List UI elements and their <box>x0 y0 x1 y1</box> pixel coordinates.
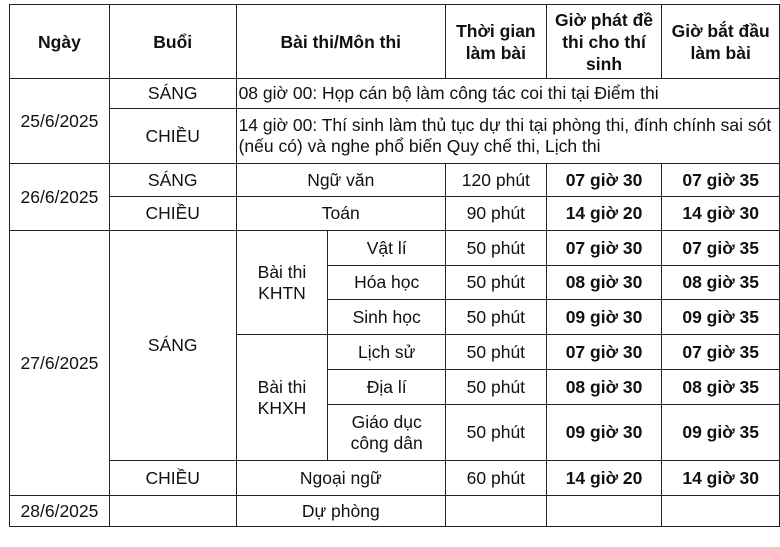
duration-cell: 120 phút <box>446 164 547 197</box>
header-start-time: Giờ bắt đầu làm bài <box>662 5 780 79</box>
dispatch-time-cell: 14 giờ 20 <box>546 197 662 231</box>
duration-cell: 50 phút <box>446 266 547 300</box>
header-date: Ngày <box>10 5 110 79</box>
table-row <box>10 496 780 527</box>
duration-cell: 50 phút <box>446 300 547 335</box>
duration-cell: 50 phút <box>446 405 547 461</box>
subject-cell: Ngữ văn <box>236 164 445 197</box>
subject-cell: Địa lí <box>328 370 446 405</box>
session-cell: SÁNG <box>109 79 236 109</box>
exam-schedule-table <box>9 4 780 527</box>
header-subject: Bài thi/Môn thi <box>236 5 445 79</box>
dispatch-time-cell: 08 giờ 30 <box>546 370 662 405</box>
session-cell <box>109 496 236 527</box>
date-cell: 25/6/2025 <box>10 79 110 164</box>
session-cell: CHIỀU <box>109 109 236 164</box>
dispatch-time-cell: 14 giờ 20 <box>546 461 662 496</box>
start-time-cell: 09 giờ 35 <box>662 300 780 335</box>
table-row <box>10 197 780 231</box>
header-duration: Thời gian làm bài <box>446 5 547 79</box>
subject-cell: Toán <box>236 197 445 231</box>
duration-cell <box>446 496 547 527</box>
table-row <box>10 79 780 109</box>
subject-cell: Ngoại ngữ <box>236 461 445 496</box>
table-row <box>10 461 780 496</box>
group-cell-khxh: Bài thi KHXH <box>236 335 328 461</box>
dispatch-time-cell: 09 giờ 30 <box>546 300 662 335</box>
session-cell: SÁNG <box>109 231 236 461</box>
start-time-cell <box>662 496 780 527</box>
subject-cell: Lịch sử <box>328 335 446 370</box>
session-cell: CHIỀU <box>109 461 236 496</box>
date-cell: 27/6/2025 <box>10 231 110 496</box>
duration-cell: 60 phút <box>446 461 547 496</box>
start-time-cell: 07 giờ 35 <box>662 335 780 370</box>
start-time-cell: 07 giờ 35 <box>662 231 780 266</box>
start-time-cell: 08 giờ 35 <box>662 370 780 405</box>
note-cell: 08 giờ 00: Họp cán bộ làm công tác coi thi tại Điểm thi <box>236 79 779 109</box>
date-cell: 28/6/2025 <box>10 496 110 527</box>
dispatch-time-cell: 07 giờ 30 <box>546 164 662 197</box>
dispatch-time-cell: 08 giờ 30 <box>546 266 662 300</box>
header-dispatch-time: Giờ phát đề thi cho thí sinh <box>546 5 662 79</box>
table-row <box>10 109 780 164</box>
duration-cell: 50 phút <box>446 231 547 266</box>
group-cell-khtn: Bài thi KHTN <box>236 231 328 335</box>
duration-cell: 90 phút <box>446 197 547 231</box>
note-cell: 14 giờ 00: Thí sinh làm thủ tục dự thi tại phòng thi, đính chính sai sót (nếu có) và nghe phổ biến Quy chế thi, Lịch thi <box>236 109 779 164</box>
subject-cell: Sinh học <box>328 300 446 335</box>
subject-cell: Vật lí <box>328 231 446 266</box>
header-session: Buổi <box>109 5 236 79</box>
dispatch-time-cell: 07 giờ 30 <box>546 231 662 266</box>
table-row <box>10 164 780 197</box>
start-time-cell: 07 giờ 35 <box>662 164 780 197</box>
start-time-cell: 09 giờ 35 <box>662 405 780 461</box>
duration-cell: 50 phút <box>446 335 547 370</box>
date-cell: 26/6/2025 <box>10 164 110 231</box>
start-time-cell: 14 giờ 30 <box>662 197 780 231</box>
session-cell: CHIỀU <box>109 197 236 231</box>
header-row <box>10 5 780 79</box>
session-cell: SÁNG <box>109 164 236 197</box>
start-time-cell: 08 giờ 35 <box>662 266 780 300</box>
subject-cell: Dự phòng <box>236 496 445 527</box>
subject-cell: Giáo dục công dân <box>328 405 446 461</box>
dispatch-time-cell: 07 giờ 30 <box>546 335 662 370</box>
start-time-cell: 14 giờ 30 <box>662 461 780 496</box>
table-row <box>10 231 780 266</box>
subject-cell: Hóa học <box>328 266 446 300</box>
duration-cell: 50 phút <box>446 370 547 405</box>
dispatch-time-cell: 09 giờ 30 <box>546 405 662 461</box>
dispatch-time-cell <box>546 496 662 527</box>
